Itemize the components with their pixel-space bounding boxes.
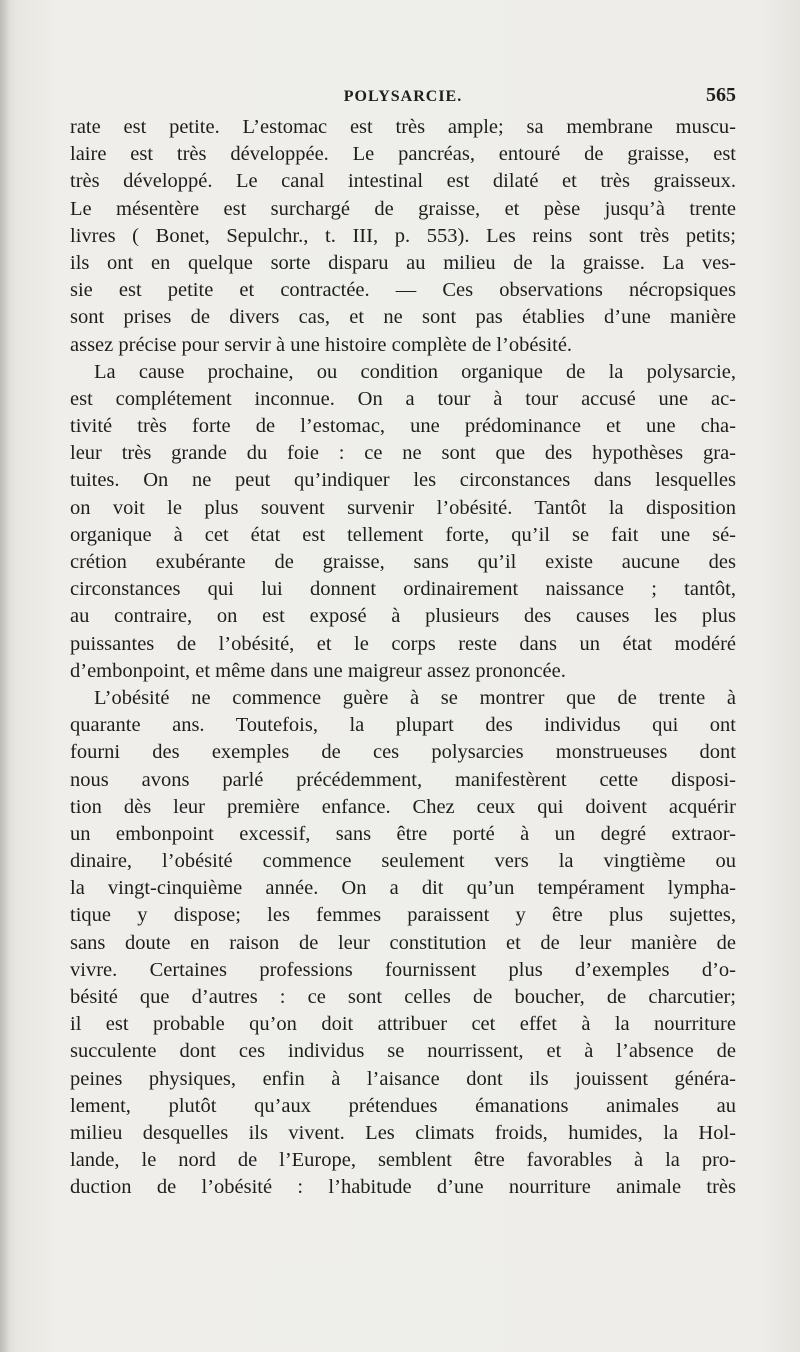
page-gutter-shadow [0, 0, 10, 1352]
text-line: assez précise pour servir à une histoire complète de l’obésité. [70, 333, 573, 356]
text-line: est complétement inconnue. On a tour à tour accusé une ac- [70, 387, 736, 410]
text-line: très développé. Le canal intestinal est dilaté et très graisseux. [70, 170, 736, 193]
running-title: POLYSARCIE. [343, 88, 463, 105]
text-line: leur très grande du foie : ce ne sont que des hypothèses gra- [70, 442, 736, 465]
text-line: duction de l’obésité : l’habitude d’une nourriture animale très [70, 1176, 736, 1199]
text-line: laire est très développée. Le pancréas, entouré de graisse, est [70, 143, 736, 166]
text-line: sont prises de divers cas, et ne sont pas établies d’une manière [70, 306, 736, 329]
text-line: tique y dispose; les femmes paraissent y être plus sujettes, [70, 904, 736, 927]
text-line: livres ( Bonet, Sepulchr., t. III, p. 553). Les reins sont très petits; [70, 224, 736, 247]
text-line: nous avons parlé précédemment, manifestèrent cette disposi- [70, 768, 736, 791]
paragraph-start-line: La cause prochaine, ou condition organique de la polysarcie, [94, 360, 736, 383]
text-line: tion dès leur première enfance. Chez ceux qui doivent acquérir [70, 795, 736, 818]
page-header [70, 84, 736, 118]
text-line: tuites. On ne peut qu’indiquer les circonstances dans lesquelles [70, 469, 736, 492]
text-line: fourni des exemples de ces polysarcies monstrueuses dont [70, 741, 736, 764]
text-line: un embonpoint excessif, sans être porté à un degré extraor- [70, 822, 736, 845]
text-line: milieu desquelles ils vivent. Les climats froids, humides, la Hol- [70, 1121, 736, 1144]
text-line: peines physiques, enfin à l’aisance dont ils jouissent généra- [70, 1067, 736, 1090]
text-line: vivre. Certaines professions fournissent plus d’exemples d’o- [70, 958, 736, 981]
text-line: puissantes de l’obésité, et le corps reste dans un état modéré [70, 632, 736, 655]
body-text [70, 114, 736, 1202]
text-line: crétion exubérante de graisse, sans qu’il existe aucune des [70, 551, 736, 573]
text-line: dinaire, l’obésité commence seulement vers la vingtième ou [70, 850, 736, 873]
text-line: succulente dont ces individus se nourrissent, et à l’absence de [70, 1040, 736, 1063]
text-line: lement, plutôt qu’aux prétendues émanations animales au [70, 1094, 736, 1117]
text-line: d’embonpoint, et même dans une maigreur assez prononcée. [70, 659, 566, 682]
text-line: organique à cet état est tellement forte, qu’il se fait une sé- [70, 523, 736, 546]
text-line: sie est petite et contractée. — Ces observations nécropsiques [70, 279, 736, 302]
text-line: circonstances qui lui donnent ordinairement naissance ; tantôt, [70, 578, 736, 601]
text-line: lande, le nord de l’Europe, semblent être favorables à la pro- [70, 1149, 736, 1172]
text-line: sans doute en raison de leur constitution et de leur manière de [70, 931, 736, 954]
text-line: quarante ans. Toutefois, la plupart des individus qui ont [70, 714, 736, 737]
text-line: on voit le plus souvent survenir l’obésité. Tantôt la disposition [70, 496, 736, 519]
text-line: au contraire, on est exposé à plusieurs des causes les plus [70, 605, 736, 628]
text-line: il est probable qu’on doit attribuer cet effet à la nourriture [70, 1013, 736, 1036]
page-number: 565 [706, 84, 736, 106]
text-line: bésité que d’autres : ce sont celles de boucher, de charcutier; [70, 986, 736, 1008]
text-line: la vingt-cinquième année. On a dit qu’un tempérament lympha- [70, 877, 736, 900]
text-line: Le mésentère est surchargé de graisse, et pèse jusqu’à trente [70, 197, 736, 220]
text-line: tivité très forte de l’estomac, une prédominance et une cha- [70, 415, 736, 438]
paragraph-start-line: L’obésité ne commence guère à se montrer que de trente à [94, 686, 736, 709]
text-line: ils ont en quelque sorte disparu au milieu de la graisse. La ves- [70, 251, 736, 274]
text-line: rate est petite. L’estomac est très ample; sa membrane muscu- [70, 116, 736, 138]
